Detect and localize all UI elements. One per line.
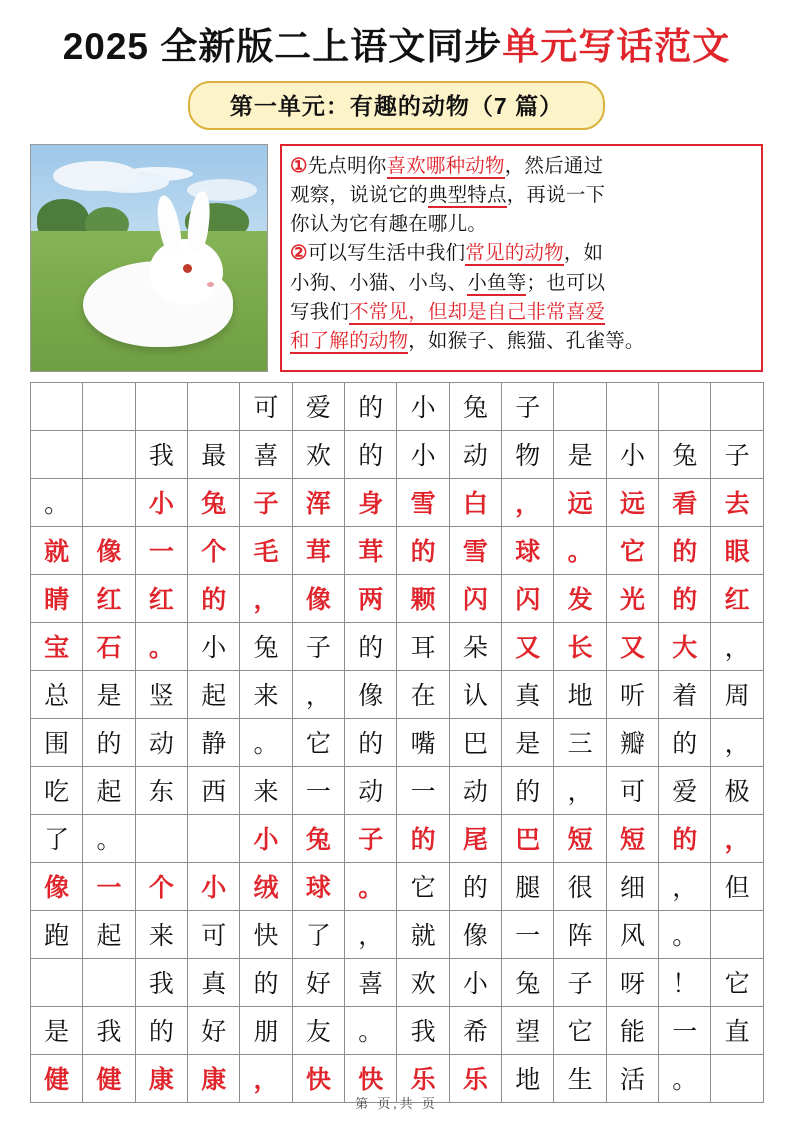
grid-cell[interactable]: ，	[240, 1054, 292, 1102]
prompt-text: ；也可以	[526, 272, 606, 294]
grid-cell[interactable]: 阵	[554, 910, 606, 958]
grid-cell[interactable]: 又	[502, 622, 554, 670]
grid-cell[interactable]: 它	[397, 862, 449, 910]
grid-cell[interactable]: 着	[659, 670, 711, 718]
grid-cell[interactable]: 像	[449, 910, 501, 958]
grid-cell[interactable]: 兔	[502, 958, 554, 1006]
grid-cell[interactable]: 。	[83, 814, 135, 862]
prompt-underline-red: 不常见，但却是自己非常喜爱	[349, 301, 606, 323]
prompt-text: ，如	[563, 243, 604, 265]
grid-cell[interactable]: 看	[659, 478, 711, 526]
grid-cell[interactable]: 动	[345, 766, 397, 814]
grid-cell[interactable]: 快	[345, 1054, 397, 1102]
grid-cell[interactable]: 小	[606, 430, 658, 478]
grid-cell[interactable]: 尾	[449, 814, 501, 862]
prompt-text: 观察，说说它的	[290, 184, 428, 206]
grid-cell[interactable]: ，	[711, 814, 763, 862]
grid-row	[31, 814, 764, 862]
grid-cell[interactable]: 总	[31, 670, 83, 718]
grid-cell[interactable]: 光	[606, 574, 658, 622]
grid-cell[interactable]: 球	[292, 862, 344, 910]
grid-cell[interactable]: 起	[83, 766, 135, 814]
grid-cell[interactable]: ！	[659, 958, 711, 1006]
grid-cell[interactable]: 红	[135, 574, 187, 622]
grid-cell[interactable]: 兔	[240, 622, 292, 670]
grid-cell[interactable]: 吃	[31, 766, 83, 814]
grid-cell[interactable]: 起	[83, 910, 135, 958]
grid-cell[interactable]: 嘴	[397, 718, 449, 766]
prompt-text: 可以写生活中我们	[307, 243, 466, 265]
grid-cell[interactable]: 周	[711, 670, 763, 718]
grid-cell[interactable]: 希	[449, 1006, 501, 1054]
grid-cell[interactable]: 东	[135, 766, 187, 814]
grid-cell[interactable]: 欢	[292, 430, 344, 478]
grid-cell[interactable]: ，	[711, 622, 763, 670]
grid-cell[interactable]: 地	[502, 1054, 554, 1102]
grid-cell[interactable]: 小	[449, 958, 501, 1006]
grid-cell[interactable]: 康	[188, 1054, 240, 1102]
grid-cell[interactable]: 茸	[292, 526, 344, 574]
prompt-line-1	[290, 152, 753, 181]
prompt-line-3	[290, 210, 753, 239]
grid-cell[interactable]: 好	[292, 958, 344, 1006]
grid-row	[31, 670, 764, 718]
grid-cell[interactable]: ，	[292, 670, 344, 718]
grid-cell[interactable]: 起	[188, 670, 240, 718]
grid-cell[interactable]: 了	[31, 814, 83, 862]
grid-cell[interactable]: 是	[31, 1006, 83, 1054]
grid-cell[interactable]: 可	[606, 766, 658, 814]
grid-cell[interactable]: 腿	[502, 862, 554, 910]
grid-cell[interactable]: 认	[449, 670, 501, 718]
grid-cell[interactable]: 乐	[449, 1054, 501, 1102]
grid-row	[31, 910, 764, 958]
grid-cell[interactable]: 的	[659, 814, 711, 862]
grid-cell[interactable]: 来	[240, 766, 292, 814]
grid-cell[interactable]: 个	[188, 526, 240, 574]
grid-cell[interactable]: 西	[188, 766, 240, 814]
grid-cell[interactable]: 远	[606, 478, 658, 526]
grid-cell[interactable]: 真	[502, 670, 554, 718]
grid-cell[interactable]: 的	[659, 574, 711, 622]
grid-cell[interactable]: 身	[345, 478, 397, 526]
prompt-text: 小狗、小猫、小鸟、	[290, 272, 468, 294]
grid-cell[interactable]: 的	[502, 766, 554, 814]
grid-cell[interactable]: 我	[83, 1006, 135, 1054]
grid-cell[interactable]: 动	[449, 430, 501, 478]
grid-row	[31, 862, 764, 910]
prompt-text: ，如猴子、熊猫、孔雀等。	[408, 331, 645, 353]
prompt-text: ，再说一下	[506, 184, 606, 206]
grid-cell[interactable]: 像	[345, 670, 397, 718]
grid-cell[interactable]: 颗	[397, 574, 449, 622]
grid-cell[interactable]: 可	[240, 382, 292, 430]
grid-cell[interactable]: ，	[659, 862, 711, 910]
grid-cell[interactable]: 静	[188, 718, 240, 766]
grid-cell[interactable]: 巴	[502, 814, 554, 862]
grid-cell[interactable]: 白	[449, 478, 501, 526]
grid-cell[interactable]: 它	[711, 958, 763, 1006]
grid-row	[31, 622, 764, 670]
composition-grid	[30, 382, 764, 1103]
grid-row	[31, 718, 764, 766]
grid-cell[interactable]: 好	[188, 1006, 240, 1054]
grid-cell[interactable]	[135, 382, 187, 430]
grid-cell[interactable]: 小	[188, 862, 240, 910]
grid-row	[31, 430, 764, 478]
grid-cell[interactable]: 是	[83, 670, 135, 718]
grid-cell[interactable]: 小	[135, 478, 187, 526]
grid-cell[interactable]: 一	[292, 766, 344, 814]
grid-cell[interactable]: 欢	[397, 958, 449, 1006]
grid-cell[interactable]: ，	[240, 574, 292, 622]
grid-cell[interactable]: 地	[554, 670, 606, 718]
grid-cell[interactable]: 的	[397, 526, 449, 574]
grid-cell[interactable]: 喜	[345, 958, 397, 1006]
grid-cell[interactable]: 。	[345, 1006, 397, 1054]
grid-cell[interactable]: 短	[606, 814, 658, 862]
grid-cell[interactable]: 它	[554, 1006, 606, 1054]
grid-cell[interactable]: 三	[554, 718, 606, 766]
writing-prompt-box	[280, 144, 763, 372]
grid-cell[interactable]	[31, 430, 83, 478]
grid-cell[interactable]: 的	[240, 958, 292, 1006]
grid-cell[interactable]: ，	[554, 766, 606, 814]
grid-cell[interactable]: 的	[449, 862, 501, 910]
grid-cell[interactable]: 兔	[292, 814, 344, 862]
grid-cell[interactable]: 子	[502, 382, 554, 430]
grid-cell[interactable]: 兔	[659, 430, 711, 478]
grid-cell[interactable]: 球	[502, 526, 554, 574]
grid-cell[interactable]: 兔	[188, 478, 240, 526]
grid-cell[interactable]: 大	[659, 622, 711, 670]
grid-cell[interactable]: 小	[240, 814, 292, 862]
grid-cell[interactable]: 子	[292, 622, 344, 670]
grid-cell[interactable]: 的	[345, 382, 397, 430]
grid-cell[interactable]: 就	[31, 526, 83, 574]
grid-cell[interactable]	[83, 478, 135, 526]
grid-cell[interactable]: 我	[397, 1006, 449, 1054]
grid-cell[interactable]: 像	[292, 574, 344, 622]
grid-cell[interactable]: 子	[711, 430, 763, 478]
grid-cell[interactable]: ，	[502, 478, 554, 526]
grid-cell[interactable]: 绒	[240, 862, 292, 910]
grid-cell[interactable]: 。	[31, 478, 83, 526]
grid-cell[interactable]	[83, 958, 135, 1006]
grid-cell[interactable]: 友	[292, 1006, 344, 1054]
prompt-line-5	[290, 269, 753, 298]
prompt-line-2	[290, 181, 753, 210]
grid-cell[interactable]: 来	[135, 910, 187, 958]
grid-cell[interactable]: 睛	[31, 574, 83, 622]
grid-cell[interactable]: 的	[188, 574, 240, 622]
grid-cell[interactable]: 很	[554, 862, 606, 910]
grid-cell[interactable]: 的	[135, 1006, 187, 1054]
grid-row	[31, 478, 764, 526]
grid-cell[interactable]: 竖	[135, 670, 187, 718]
grid-cell[interactable]: ，	[711, 718, 763, 766]
grid-cell[interactable]: 两	[345, 574, 397, 622]
composition-grid-body	[31, 382, 764, 1102]
prompt-number-2: ②	[290, 243, 308, 265]
grid-cell[interactable]: 的	[659, 526, 711, 574]
grid-cell[interactable]: 巴	[449, 718, 501, 766]
grid-cell[interactable]: 我	[135, 958, 187, 1006]
grid-cell[interactable]: 毛	[240, 526, 292, 574]
grid-cell[interactable]: 。	[240, 718, 292, 766]
grid-cell[interactable]: 来	[240, 670, 292, 718]
grid-cell[interactable]: 子	[240, 478, 292, 526]
prompt-line-6	[290, 298, 753, 327]
grid-cell[interactable]: 个	[135, 862, 187, 910]
grid-cell[interactable]: 了	[292, 910, 344, 958]
grid-cell[interactable]: 红	[711, 574, 763, 622]
rabbit-nose	[207, 282, 214, 287]
grid-cell[interactable]: 闪	[502, 574, 554, 622]
grid-cell[interactable]: 小	[188, 622, 240, 670]
grid-cell[interactable]: 的	[345, 430, 397, 478]
page-footer: 第 页,共 页	[355, 1096, 438, 1111]
grid-cell[interactable]: 的	[83, 718, 135, 766]
grid-cell[interactable]: 像	[83, 526, 135, 574]
grid-row	[31, 382, 764, 430]
page-title-red: 单元写话范文	[502, 26, 731, 67]
grid-cell[interactable]: 生	[554, 1054, 606, 1102]
grid-cell[interactable]: 但	[711, 862, 763, 910]
grid-cell[interactable]: 一	[502, 910, 554, 958]
grid-cell[interactable]: 。	[659, 1054, 711, 1102]
grid-cell[interactable]: 跑	[31, 910, 83, 958]
grid-row	[31, 574, 764, 622]
grid-cell[interactable]: 子	[554, 958, 606, 1006]
page-title-black: 2025 全新版二上语文同步	[62, 26, 503, 67]
header-section	[30, 144, 763, 372]
grid-cell[interactable]	[83, 430, 135, 478]
prompt-text: ，然后通过	[504, 155, 604, 177]
grid-cell[interactable]: 。	[659, 910, 711, 958]
grid-cell[interactable]: 极	[711, 766, 763, 814]
grid-cell[interactable]: 可	[188, 910, 240, 958]
grid-cell[interactable]: 直	[711, 1006, 763, 1054]
grid-cell[interactable]: 爱	[659, 766, 711, 814]
grid-cell[interactable]: 一	[83, 862, 135, 910]
grid-cell[interactable]: 雪	[449, 526, 501, 574]
grid-row	[31, 1006, 764, 1054]
prompt-underline-black: 典型特点	[427, 184, 507, 206]
grid-cell[interactable]: 的	[345, 622, 397, 670]
rabbit-eye	[183, 264, 192, 273]
grid-cell[interactable]: 雪	[397, 478, 449, 526]
grid-cell[interactable]	[659, 382, 711, 430]
grid-cell[interactable]: 红	[83, 574, 135, 622]
grid-cell[interactable]: 是	[502, 718, 554, 766]
grid-cell[interactable]: 闪	[449, 574, 501, 622]
grid-cell[interactable]: 围	[31, 718, 83, 766]
unit-banner: 第一单元：有趣的动物（7 篇）	[188, 81, 605, 130]
grid-cell[interactable]: 动	[449, 766, 501, 814]
grid-cell[interactable]: 小	[397, 382, 449, 430]
grid-cell[interactable]: 它	[606, 526, 658, 574]
grid-cell[interactable]: 快	[240, 910, 292, 958]
grid-cell[interactable]: 物	[502, 430, 554, 478]
grid-cell[interactable]: 发	[554, 574, 606, 622]
cloud-icon	[53, 161, 139, 191]
grid-cell[interactable]: 动	[135, 718, 187, 766]
grid-cell[interactable]: 朋	[240, 1006, 292, 1054]
prompt-number-1: ①	[290, 155, 308, 177]
grid-cell[interactable]: 耳	[397, 622, 449, 670]
grid-cell[interactable]: 是	[554, 430, 606, 478]
grid-cell[interactable]	[31, 958, 83, 1006]
grid-cell[interactable]: 像	[31, 862, 83, 910]
grid-cell[interactable]: 就	[397, 910, 449, 958]
grid-cell[interactable]: 宝	[31, 622, 83, 670]
prompt-text: 写我们	[290, 301, 350, 323]
grid-row	[31, 766, 764, 814]
grid-cell[interactable]: ，	[345, 910, 397, 958]
prompt-underline-red: 常见的动物	[465, 243, 564, 265]
grid-cell[interactable]: 茸	[345, 526, 397, 574]
grid-cell[interactable]: 石	[83, 622, 135, 670]
grid-cell[interactable]	[554, 382, 606, 430]
grid-cell[interactable]: 小	[397, 430, 449, 478]
grid-cell[interactable]	[606, 382, 658, 430]
grid-cell[interactable]	[135, 814, 187, 862]
grid-cell[interactable]: 在	[397, 670, 449, 718]
grid-cell[interactable]	[188, 814, 240, 862]
grid-cell[interactable]: 的	[659, 718, 711, 766]
grid-row	[31, 526, 764, 574]
grid-cell[interactable]	[188, 382, 240, 430]
grid-cell[interactable]: 兔	[449, 382, 501, 430]
grid-cell[interactable]: 康	[135, 1054, 187, 1102]
grid-cell[interactable]: 又	[606, 622, 658, 670]
grid-cell[interactable]: 一	[135, 526, 187, 574]
grid-cell[interactable]: 细	[606, 862, 658, 910]
grid-cell[interactable]: 一	[659, 1006, 711, 1054]
grid-cell[interactable]: 去	[711, 478, 763, 526]
grid-row	[31, 958, 764, 1006]
unit-banner-wrap	[30, 81, 763, 130]
prompt-underline-red: 和了解的动物	[290, 331, 409, 353]
grid-cell[interactable]: 。	[554, 526, 606, 574]
grid-cell[interactable]: 风	[606, 910, 658, 958]
grid-cell[interactable]: 它	[292, 718, 344, 766]
grid-cell[interactable]: 听	[606, 670, 658, 718]
grid-cell[interactable]: 能	[606, 1006, 658, 1054]
page-title	[30, 26, 763, 69]
grid-cell[interactable]: 远	[554, 478, 606, 526]
grid-cell[interactable]: 。	[345, 862, 397, 910]
grid-cell[interactable]: 长	[554, 622, 606, 670]
grid-cell[interactable]: 喜	[240, 430, 292, 478]
grid-cell[interactable]: 真	[188, 958, 240, 1006]
grid-cell[interactable]: 子	[345, 814, 397, 862]
grid-cell[interactable]: 朵	[449, 622, 501, 670]
grid-cell[interactable]: 乐	[397, 1054, 449, 1102]
grid-cell[interactable]: 我	[135, 430, 187, 478]
prompt-text: 先点明你	[307, 155, 387, 177]
grid-cell[interactable]	[31, 382, 83, 430]
grid-cell[interactable]	[711, 382, 763, 430]
prompt-line-4	[290, 239, 753, 268]
grid-cell[interactable]: 。	[135, 622, 187, 670]
grid-cell[interactable]: 瓣	[606, 718, 658, 766]
grid-cell[interactable]: 呀	[606, 958, 658, 1006]
prompt-underline-red: 喜欢哪种动物	[386, 155, 505, 177]
prompt-underline-black: 小鱼等	[467, 272, 527, 294]
grid-cell[interactable]: 的	[397, 814, 449, 862]
grid-cell[interactable]: 望	[502, 1006, 554, 1054]
grid-cell[interactable]: 眼	[711, 526, 763, 574]
grid-cell[interactable]	[711, 910, 763, 958]
grid-cell[interactable]: 短	[554, 814, 606, 862]
prompt-line-7	[290, 327, 753, 356]
grid-cell[interactable]: 爱	[292, 382, 344, 430]
grid-cell[interactable]: 一	[397, 766, 449, 814]
grid-cell[interactable]: 健	[31, 1054, 83, 1102]
grid-cell[interactable]	[83, 382, 135, 430]
grid-cell[interactable]: 浑	[292, 478, 344, 526]
grid-cell[interactable]: 最	[188, 430, 240, 478]
grid-cell[interactable]: 健	[83, 1054, 135, 1102]
grid-cell[interactable]: 快	[292, 1054, 344, 1102]
prompt-text: 你认为它有趣在哪儿。	[290, 214, 488, 236]
grid-cell[interactable]: 活	[606, 1054, 658, 1102]
grid-cell[interactable]: 的	[345, 718, 397, 766]
rabbit-photo	[30, 144, 268, 372]
